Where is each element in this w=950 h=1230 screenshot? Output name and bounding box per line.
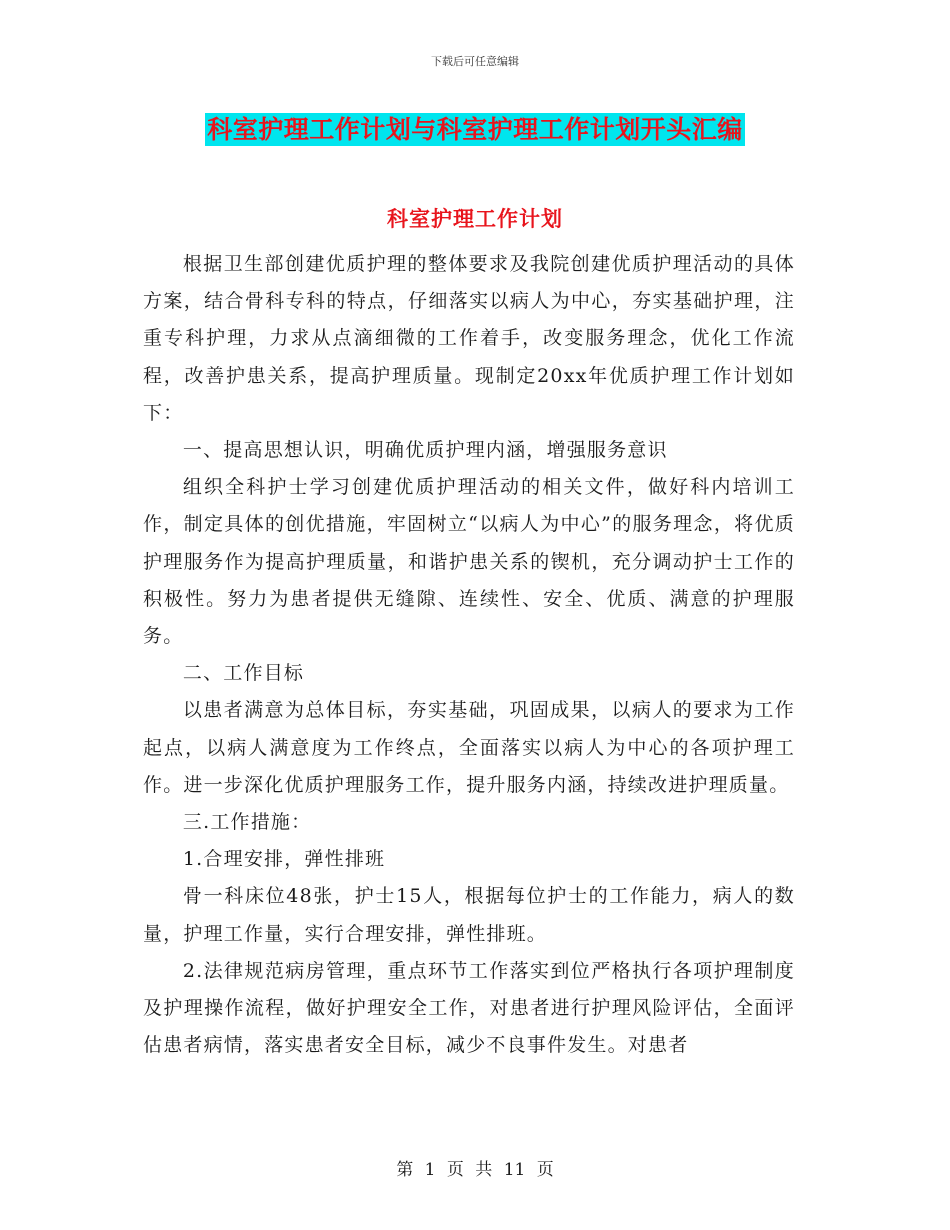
heading-two: 二、工作目标 (182, 662, 305, 685)
title-container (0, 113, 950, 146)
sub-heading-one: 1.合理安排，弹性排班 (182, 848, 386, 871)
heading-one: 一、提高思想认识，明确优质护理内涵，增强服务意识 (182, 439, 668, 462)
paragraph-three: 骨一科床位48张，护士15人，根据每位护士的工作能力，病人的数量，护理工作量，实行合理安排，弹性排班。 (143, 885, 795, 945)
section-title: 科室护理工作计划 (387, 206, 563, 231)
paragraph-intro: 根据卫生部创建优质护理的整体要求及我院创建优质护理活动的具体方案，结合骨科专科的特点，仔细落实以病人为中心，夯实基础护理，注重专科护理，力求从点滴细微的工作着手，改变服务理念，优化工作流程，改善护患关系，提高护理质量。现制定20xx年优质护理工作计划如下： (143, 253, 795, 424)
page-footer-number: 第 1 页 共 11 页 (396, 1160, 554, 1180)
paragraph-two: 以患者满意为总体目标，夯实基础，巩固成果，以病人的要求为工作起点，以病人满意度为工作终点，全面落实以病人为中心的各项护理工作。进一步深化优质护理服务工作，提升服务内涵，持续改进护理质量。 (143, 699, 795, 796)
paragraph-four: 2.法律规范病房管理，重点环节工作落实到位严格执行各项护理制度及护理操作流程，做好护理安全工作，对患者进行护理风险评估，全面评估患者病情，落实患者安全目标，减少不良事件发生。对患者 (143, 959, 795, 1057)
document-body (143, 246, 795, 1064)
page-header-note: 下载后可任意编辑 (431, 55, 519, 68)
heading-three: 三.工作措施： (182, 811, 312, 834)
document-title: 科室护理工作计划与科室护理工作计划开头汇编 (207, 115, 743, 144)
paragraph-one: 组织全科护士学习创建优质护理活动的相关文件，做好科内培训工作，制定具体的创优措施，牢固树立“以病人为中心”的服务理念，将优质护理服务作为提高护理质量，和谐护患关系的锲机，充分调动护士工作的积极性。努力为患者提供无缝隙、连续性、安全、优质、满意的护理服务。 (143, 476, 795, 648)
